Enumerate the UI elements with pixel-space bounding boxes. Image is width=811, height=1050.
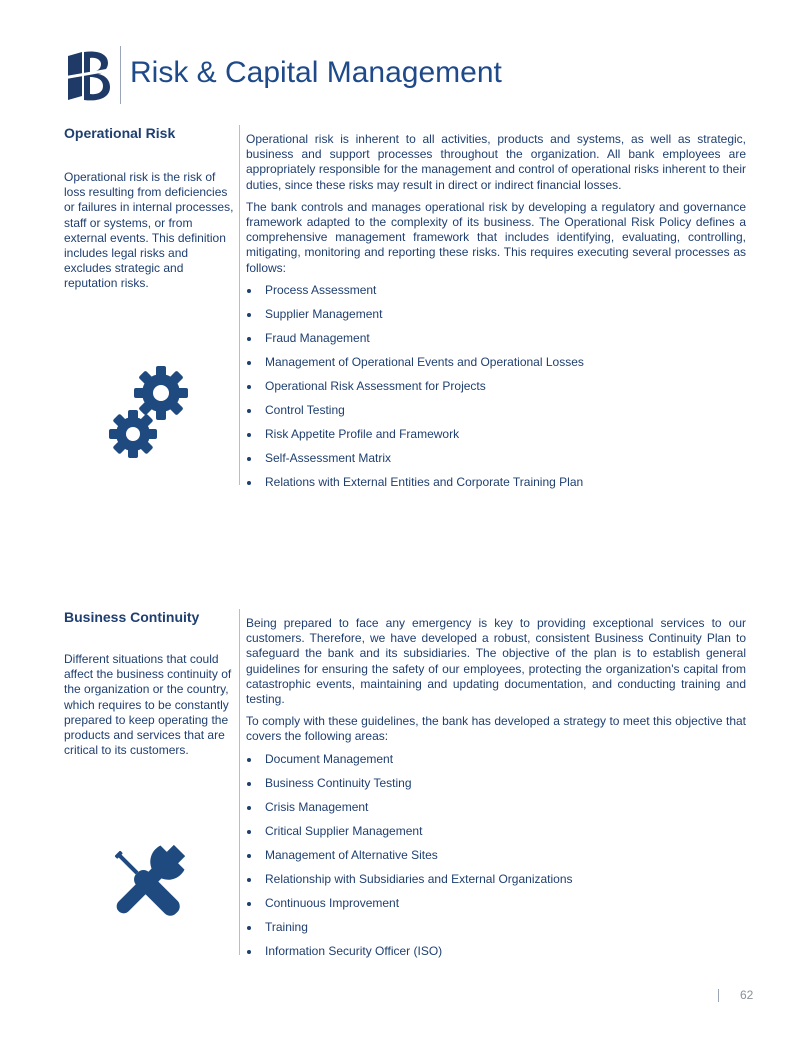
list-item: Information Security Officer (ISO) <box>246 944 746 968</box>
page-number: 62 <box>740 988 754 1002</box>
bullet-icon <box>247 758 251 762</box>
process-list <box>246 283 746 499</box>
bullet-icon <box>247 337 251 341</box>
list-item: Training <box>246 920 746 944</box>
business-continuity-sidebar <box>64 609 236 758</box>
footer-divider <box>718 989 719 1002</box>
list-item: Relationship with Subsidiaries and External Organizations <box>246 872 746 896</box>
list-item: Process Assessment <box>246 283 746 307</box>
section-title: Operational Risk <box>64 125 176 141</box>
bullet-icon <box>247 854 251 858</box>
section-description: Different situations that could affect the business continuity of the organization or the country, which requires to be constantly prepared to keep operating the products and services that are critical to its customers. <box>64 652 232 758</box>
bullet-icon <box>247 289 251 293</box>
list-item: Risk Appetite Profile and Framework <box>246 427 746 451</box>
list-item: Business Continuity Testing <box>246 776 746 800</box>
list-item: Critical Supplier Management <box>246 824 746 848</box>
section-description: Operational risk is the risk of loss resulting from deficiencies or failures in internal processes, staff or systems, or from external events. This definition includes legal risks and excludes strategic and reputation risks. <box>64 170 234 291</box>
page-title: Risk & Capital Management <box>130 56 502 89</box>
bullet-icon <box>247 409 251 413</box>
strategy-list <box>246 752 746 968</box>
list-item: Fraud Management <box>246 331 746 355</box>
paragraph: The bank controls and manages operational risk by developing a regulatory and governance framework adapted to the complexity of its business. The Operational Risk Policy defines a comprehensive management framework that includes identifying, evaluating, controlling, mitigating, monitoring and reporting these risks. This requires executing several processes as follows: <box>246 199 746 275</box>
section-divider <box>239 609 240 955</box>
paragraph: Being prepared to face any emergency is key to providing exceptional services to our customers. Therefore, we have developed a robust, consistent Business Continuity Plan to safeguard the bank and its subsidiaries. The objective of the plan is to establish general guidelines for ensuring the safety of our employees, protecting the organization's capital from catastrophic events, maintaining and updating documentation, and conducting training and testing. <box>246 616 746 707</box>
bullet-icon <box>247 902 251 906</box>
bullet-icon <box>247 361 251 365</box>
bullet-icon <box>247 926 251 930</box>
bank-logo-icon <box>64 46 112 104</box>
list-item: Continuous Improvement <box>246 896 746 920</box>
page-header <box>64 46 764 104</box>
list-item: Management of Alternative Sites <box>246 848 746 872</box>
bullet-icon <box>247 950 251 954</box>
list-item: Crisis Management <box>246 800 746 824</box>
bullet-icon <box>247 481 251 485</box>
list-item: Supplier Management <box>246 307 746 331</box>
business-continuity-content <box>246 616 746 968</box>
header-divider <box>120 46 121 104</box>
list-item: Operational Risk Assessment for Projects <box>246 379 746 403</box>
bullet-icon <box>247 830 251 834</box>
bullet-icon <box>247 457 251 461</box>
section-title: Business Continuity <box>64 609 200 625</box>
list-item: Relations with External Entities and Corporate Training Plan <box>246 475 746 499</box>
bullet-icon <box>247 782 251 786</box>
gears-icon <box>106 362 190 462</box>
bullet-icon <box>247 385 251 389</box>
section-divider <box>239 125 240 485</box>
operational-risk-content <box>246 132 746 499</box>
operational-risk-sidebar <box>64 125 236 292</box>
paragraph: To comply with these guidelines, the bank has developed a strategy to meet this objective that covers the following areas: <box>246 714 746 744</box>
list-item: Management of Operational Events and Operational Losses <box>246 355 746 379</box>
bullet-icon <box>247 806 251 810</box>
bullet-icon <box>247 433 251 437</box>
list-item: Document Management <box>246 752 746 776</box>
list-item: Control Testing <box>246 403 746 427</box>
bullet-icon <box>247 878 251 882</box>
paragraph: Operational risk is inherent to all activities, products and systems, as well as strategic, business and support processes throughout the organization. All bank employees are appropriately responsible for the management and control of operational risks inherent to their duties, since these risks may result in direct or indirect financial losses. <box>246 132 746 192</box>
tools-icon <box>104 840 190 926</box>
bullet-icon <box>247 313 251 317</box>
list-item: Self-Assessment Matrix <box>246 451 746 475</box>
